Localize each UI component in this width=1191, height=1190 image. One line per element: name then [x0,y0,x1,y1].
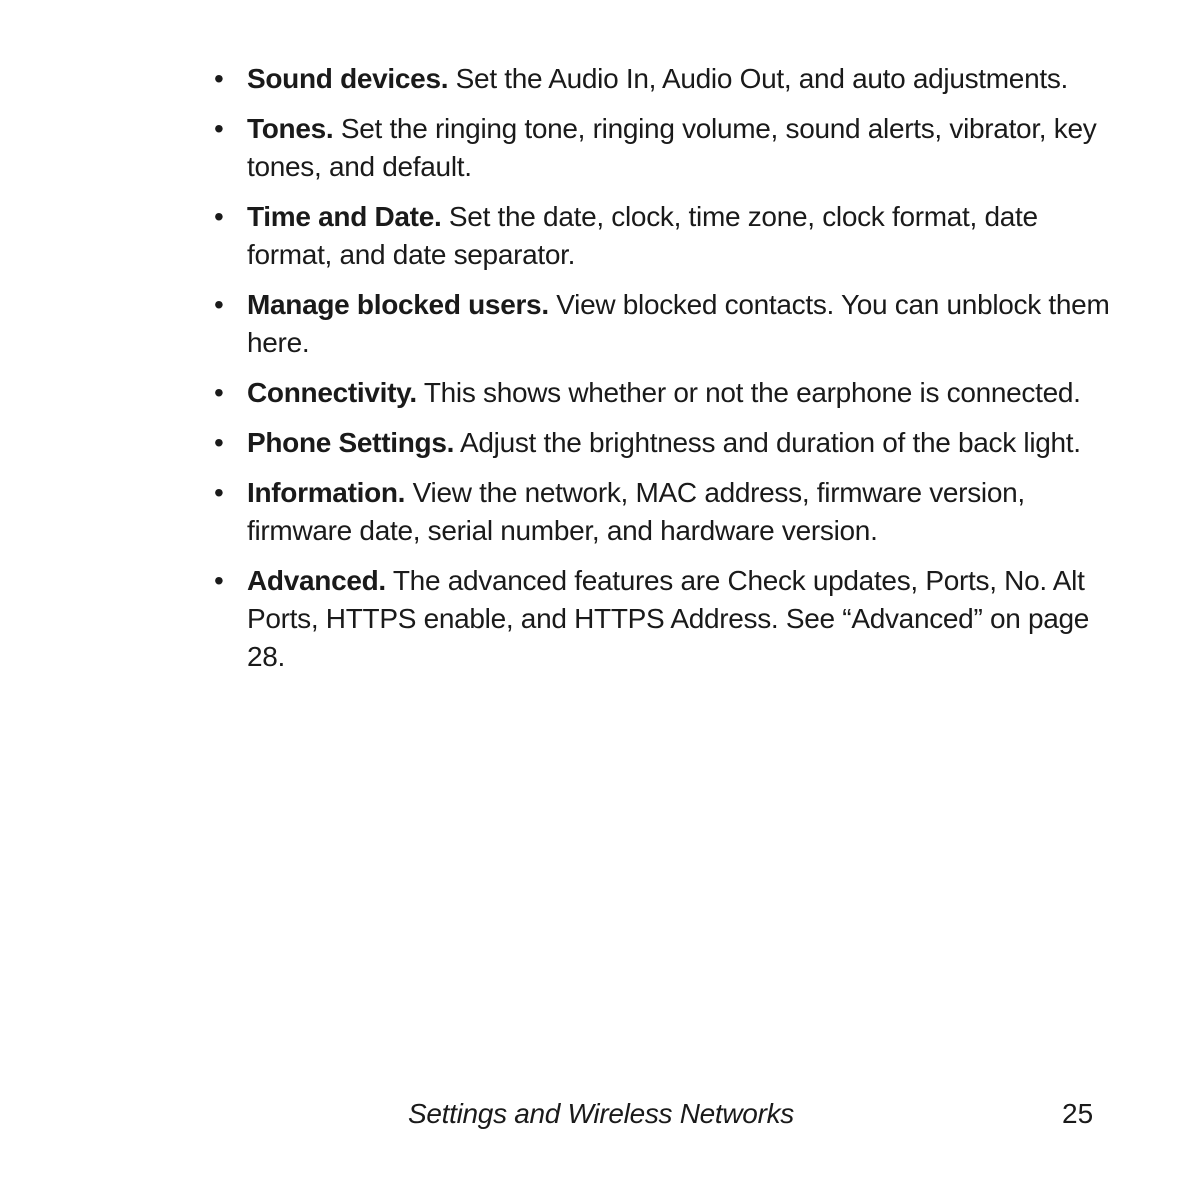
list-item [212,474,1112,550]
page-number: 25 [1062,1098,1094,1129]
item-term: Tones. [247,113,334,144]
item-term: Phone Settings. [247,427,455,458]
list-item [212,562,1112,676]
item-description: View the network, MAC address, firmware version, firmware date, serial number, and hardware version. [247,477,1025,546]
item-description: View blocked contacts. You can unblock them here. [247,289,1110,358]
item-term: Advanced. [247,565,386,596]
list-item [212,424,1112,462]
bullet-icon: • [214,289,224,320]
list-item [212,110,1112,186]
item-description: This shows whether or not the earphone is connected. [416,377,1081,408]
list-item [212,198,1112,274]
settings-bullet-list [212,60,1112,688]
item-term: Sound devices. [247,63,449,94]
bullet-icon: • [214,427,224,458]
footer-section-title: Settings and Wireless Networks [408,1098,795,1129]
item-description: Set the date, clock, time zone, clock format, date format, and date separator. [247,201,1038,270]
item-term: Information. [247,477,406,508]
item-description: Set the ringing tone, ringing volume, sound alerts, vibrator, key tones, and default. [247,113,1097,182]
item-description: Set the Audio In, Audio Out, and auto adjustments. [448,63,1069,94]
list-item [212,286,1112,362]
item-term: Manage blocked users. [247,289,549,320]
item-description: Adjust the brightness and duration of the back light. [454,427,1081,458]
bullet-icon: • [214,63,224,94]
bullet-icon: • [214,201,224,232]
list-item [212,60,1112,98]
item-term: Connectivity. [247,377,417,408]
item-description: The advanced features are Check updates, Ports, No. Alt Ports, HTTPS enable, and HTTPS Address. See “Advanced” on page 28. [247,565,1090,672]
bullet-icon: • [214,565,224,596]
bullet-icon: • [214,113,224,144]
list-item [212,374,1112,412]
item-term: Time and Date. [247,201,442,232]
bullet-icon: • [214,377,224,408]
bullet-icon: • [214,477,224,508]
